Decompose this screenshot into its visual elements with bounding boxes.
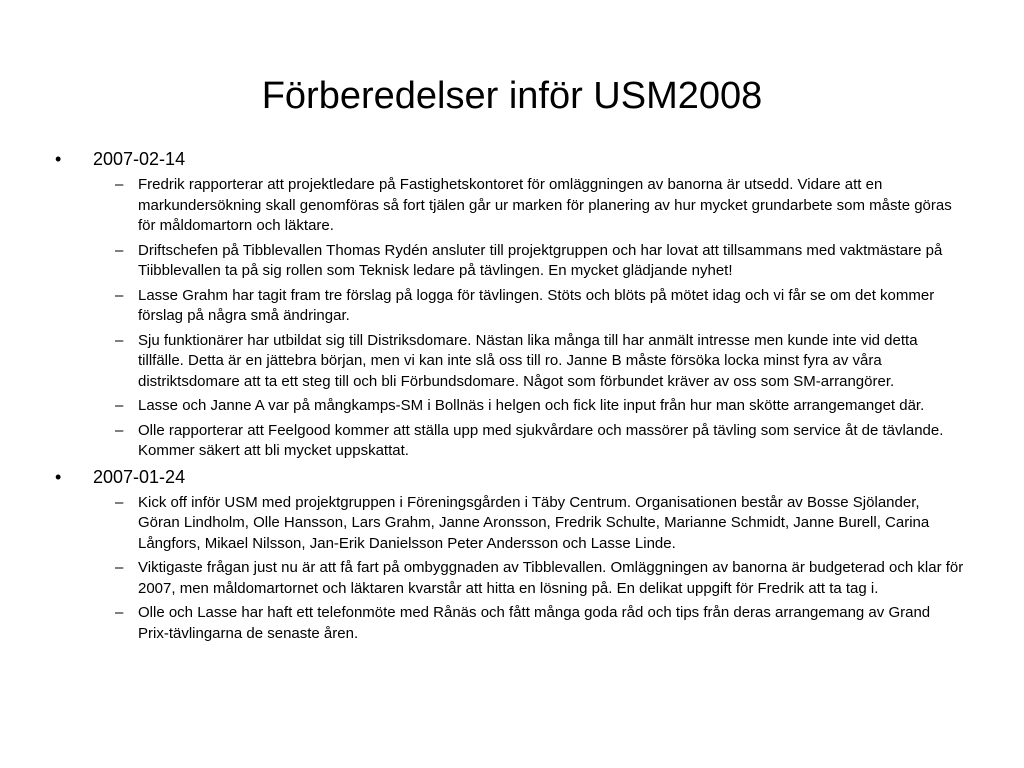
dash-icon: – (115, 559, 124, 576)
slide-content (55, 148, 965, 648)
list-item-text: Fredrik rapporterar att projektledare på Fastighetskontoret för omläggningen av banorna är utsedd. Vidare att en markundersökning skall genomföras så fort tjälen går ur marken för planering av hur mycket grundarbete som måste göras för måldomartorn och läktare. (138, 176, 952, 234)
list-item-text: Olle rapporterar att Feelgood kommer att ställa upp med sjukvårdare och massörer på tävling som service åt de tävlande. Kommer säkert att bli mycket uppskattat. (138, 421, 944, 459)
section-items (55, 493, 965, 645)
list-item (55, 175, 965, 237)
list-item (55, 493, 965, 555)
bullet-icon: • (55, 149, 62, 169)
list-item-text: Driftschefen på Tibblevallen Thomas Rydén ansluter till projektgruppen och har lovat att tillsammans med vaktmästare på Tiibblevallen ta på sig rollen som Teknisk ledare på tävlingen. En mycket glädjande nyhet! (138, 241, 943, 279)
dash-icon: – (115, 397, 124, 414)
section-date: 2007-01-24 (93, 466, 186, 487)
section-heading (55, 466, 965, 489)
dash-icon: – (115, 493, 124, 511)
list-item-text: Kick off inför USM med projektgruppen i Föreningsgården i Täby Centrum. Organisationen består av Bosse Sjölander, Göran Lindholm, Olle Hansson, Lars Grahm, Janne Aronsson, Fredrik Schulte, Marianne Schmidt, Janne Burell, Carina Långfors, Mikael Nilsson, Jan-Erik Danielsson Peter Andersson och Lasse Linde. (138, 493, 930, 552)
dash-icon: – (115, 286, 124, 304)
bullet-icon: • (55, 466, 62, 487)
section-date: 2007-02-14 (93, 149, 186, 169)
list-item (55, 396, 965, 417)
dash-icon: – (115, 604, 124, 621)
list-item (55, 286, 965, 327)
dash-icon: – (115, 331, 124, 349)
slide-title: Förberedelser inför USM2008 (261, 75, 763, 117)
list-item (55, 241, 965, 282)
list-item (55, 603, 965, 644)
list-item (55, 331, 965, 393)
section-heading (55, 148, 965, 171)
list-item (55, 421, 965, 462)
dash-icon: – (115, 241, 124, 259)
dash-icon: – (115, 421, 124, 439)
list-item-text: Olle och Lasse har haft ett telefonmöte med Rånäs och fått många goda råd och tips från deras arrangemang av Grand Prix-tävlingarna de senaste åren. (138, 604, 931, 642)
list-item-text: Viktigaste frågan just nu är att få fart på ombyggnaden av Tibblevallen. Omläggningen av banorna är budgeterad och klar för 2007, men måldomartornet och läktaren kvarstår att hitta en lösning på. En delikat uppgift för Fredrik att ta tag i. (138, 559, 964, 597)
list-item (55, 558, 965, 599)
dash-icon: – (115, 176, 124, 193)
list-item-text: Sju funktionärer har utbildat sig till Distriksdomare. Nästan lika många till har anmält intresse men kunde inte vid detta tillfälle. Detta är en jättebra början, men vi kan inte slå oss till ro. Janne B måste försöka locka minst fyra av våra distriktsdomare att ta ett steg till och bli Förbundsdomare. Något som förbundet kräver av oss som SM-arrangörer. (138, 331, 918, 390)
section-items (55, 175, 965, 462)
list-item-text: Lasse Grahm har tagit fram tre förslag på logga för tävlingen. Stöts och blöts på mötet idag och vi får se om det kommer förslag på några små ändringar. (138, 286, 935, 324)
list-item-text: Lasse och Janne A var på mångkamps-SM i Bollnäs i helgen och fick lite input från hur man skötte arrangemanget där. (138, 397, 925, 414)
